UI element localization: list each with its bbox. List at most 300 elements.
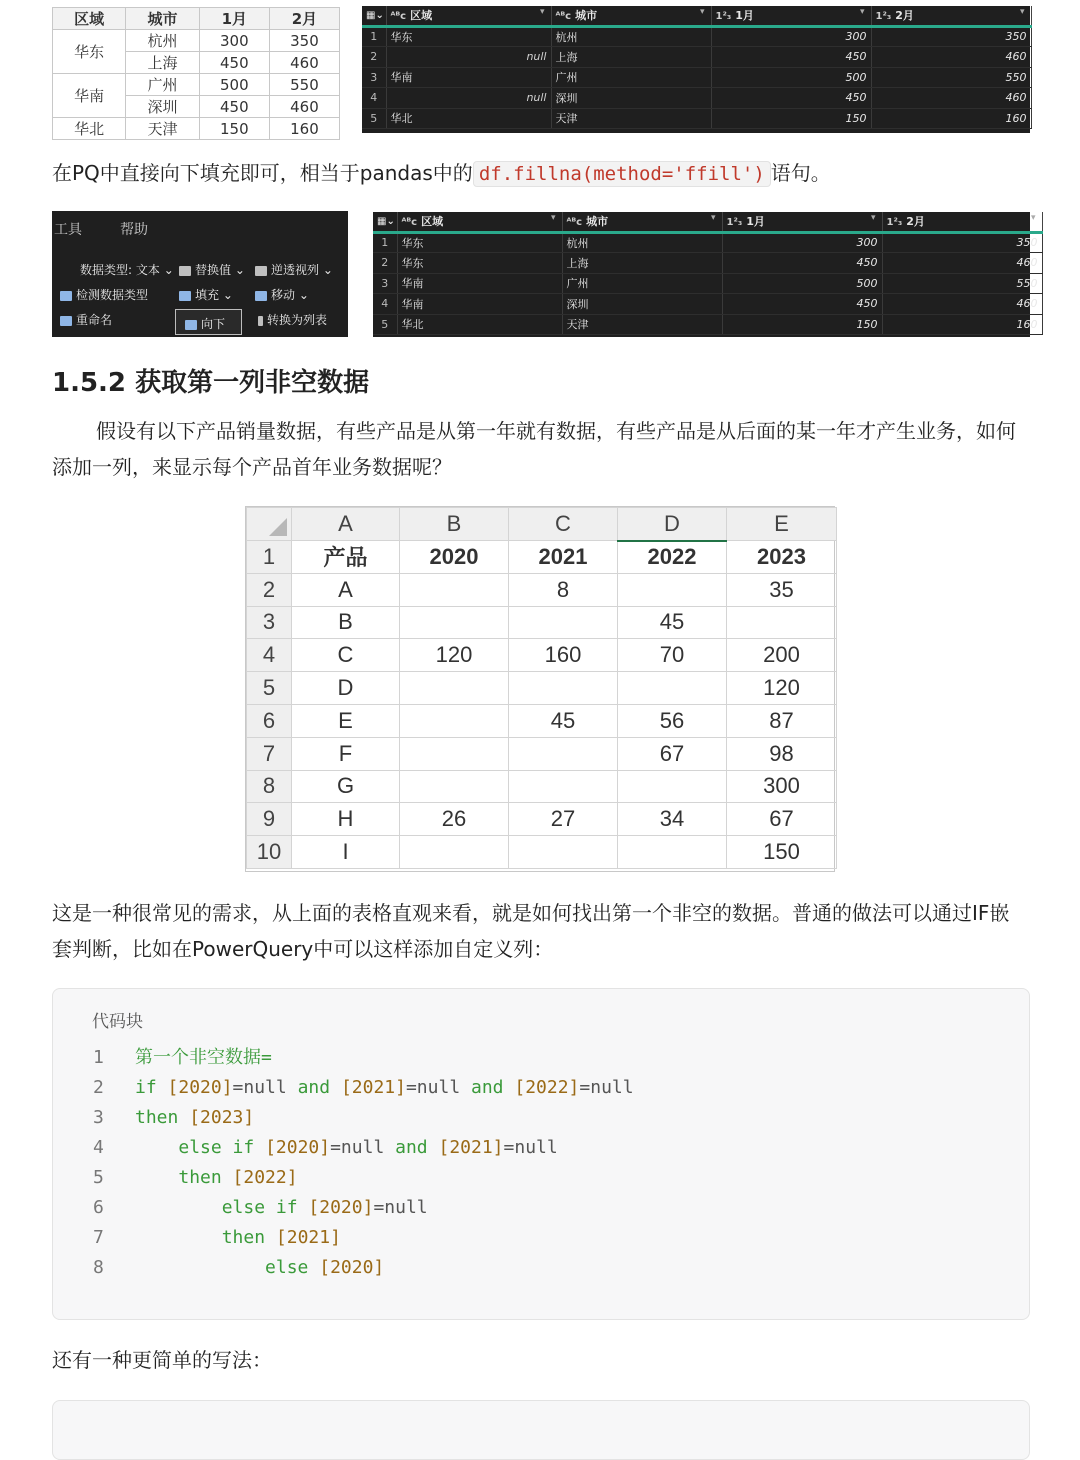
code-token: [2020] xyxy=(167,1077,233,1098)
code-token: then xyxy=(135,1107,190,1128)
table-cell[interactable]: 8 xyxy=(509,573,618,606)
line-number: 5 xyxy=(93,1167,104,1188)
table-cell[interactable]: H xyxy=(292,803,400,836)
ffill-code: df.fillna(method='ffill') xyxy=(473,161,771,187)
unpivot-button[interactable] xyxy=(255,261,333,278)
table-cell: 550 xyxy=(882,273,1042,294)
table-cell[interactable] xyxy=(509,770,618,803)
rename-label: 重命名 xyxy=(76,313,113,327)
rename-icon xyxy=(60,316,72,326)
column-header-content xyxy=(716,7,871,23)
table-cell: 广州 xyxy=(551,67,711,88)
table-cell[interactable]: 70 xyxy=(618,639,727,672)
table-cell[interactable]: B xyxy=(292,606,400,639)
type-icon: ᴬᴮc xyxy=(401,217,418,229)
header-row xyxy=(53,8,340,30)
table-cell[interactable]: 2021 xyxy=(509,541,618,574)
region-cell: 华东 xyxy=(53,30,126,74)
table-cell: 深圳 xyxy=(126,96,199,118)
table-cell: 华东 xyxy=(397,253,562,274)
table-cell: 500 xyxy=(199,74,269,96)
line-number: 1 xyxy=(93,1047,104,1068)
unpivot-icon xyxy=(255,266,267,276)
move-button[interactable] xyxy=(255,286,309,303)
code-token: [2020] xyxy=(265,1137,331,1158)
paragraph-simpler: 还有一种更简单的写法： xyxy=(52,1348,272,1372)
chevron-down-icon[interactable]: ▾ xyxy=(870,213,876,224)
row-number-header[interactable]: 7 xyxy=(247,737,292,770)
code-indent xyxy=(135,1137,178,1158)
column-header[interactable] xyxy=(397,212,562,232)
chevron-down-icon: ⌄ xyxy=(222,288,233,302)
code-line xyxy=(93,1043,272,1073)
datatype-label: 数据类型: 文本 xyxy=(80,263,160,277)
sales-table xyxy=(246,507,837,869)
column-name: 1月 xyxy=(735,9,754,23)
code-token: else if xyxy=(221,1197,309,1218)
table-row xyxy=(247,541,837,574)
table-cell: 350 xyxy=(882,232,1042,253)
table-row xyxy=(247,737,837,770)
table-cell[interactable]: 67 xyxy=(727,803,837,836)
chevron-down-icon[interactable]: ▾ xyxy=(699,7,705,18)
table-cell: 460 xyxy=(871,88,1031,109)
table-cell: 杭州 xyxy=(551,26,711,47)
row-index: 2 xyxy=(373,253,397,274)
tolist-label: 转换为列表 xyxy=(267,313,328,327)
row-index: 3 xyxy=(362,67,386,88)
move-label: 移动 xyxy=(271,288,296,302)
table-row xyxy=(247,803,837,836)
column-header: 城市 xyxy=(126,8,199,30)
code-token: else if xyxy=(178,1137,266,1158)
table-cell: 华南 xyxy=(397,273,562,294)
table-row xyxy=(362,47,1031,68)
table-cell[interactable]: 产品 xyxy=(292,541,400,574)
table-cell[interactable] xyxy=(727,606,837,639)
table-cell[interactable]: 120 xyxy=(727,672,837,705)
table-cell[interactable]: 87 xyxy=(727,704,837,737)
list-icon xyxy=(258,316,263,326)
table-row xyxy=(373,294,1042,315)
table-cell[interactable]: 26 xyxy=(400,803,509,836)
table-cell: 上海 xyxy=(562,253,722,274)
table-row xyxy=(373,273,1042,294)
column-letter-header[interactable]: A xyxy=(292,508,400,541)
type-icon: ᴬᴮc xyxy=(555,11,572,23)
table-cell[interactable]: 120 xyxy=(400,639,509,672)
table-cell[interactable] xyxy=(400,573,509,606)
code-token: =null xyxy=(405,1077,471,1098)
table-cell: 500 xyxy=(722,273,882,294)
code-token: and xyxy=(297,1077,341,1098)
table-cell: 450 xyxy=(722,294,882,315)
table-cell[interactable]: A xyxy=(292,573,400,606)
type-icon: ᴬᴮc xyxy=(390,11,407,23)
header-row xyxy=(373,212,1042,232)
chevron-down-icon[interactable]: ▾ xyxy=(550,213,556,224)
table-cell: 150 xyxy=(199,118,269,140)
code-block-title: 代码块 xyxy=(92,1012,143,1032)
table-cell: 300 xyxy=(199,30,269,52)
table-cell[interactable]: C xyxy=(292,639,400,672)
table-cell[interactable] xyxy=(400,737,509,770)
column-header: 2月 xyxy=(269,8,339,30)
table-cell: 广州 xyxy=(562,273,722,294)
table-cell: 天津 xyxy=(126,118,199,140)
source-excel-snippet xyxy=(52,7,340,138)
column-header-content xyxy=(402,213,562,229)
table-cell: 160 xyxy=(871,108,1031,129)
pq-grid xyxy=(373,212,1043,335)
code-line xyxy=(93,1193,428,1223)
column-header-label xyxy=(727,213,765,229)
table-row xyxy=(362,26,1031,47)
table-cell[interactable]: F xyxy=(292,737,400,770)
code-token: [2021] xyxy=(275,1227,341,1248)
table-menu-icon[interactable]: ▦⌄ xyxy=(373,212,397,232)
table-cell: null xyxy=(386,88,551,109)
table-cell[interactable]: 34 xyxy=(618,803,727,836)
table-cell[interactable]: 98 xyxy=(727,737,837,770)
table-row xyxy=(373,253,1042,274)
table-row xyxy=(373,232,1042,253)
table-cell[interactable]: 45 xyxy=(618,606,727,639)
code-indent xyxy=(135,1167,178,1188)
table-cell: 华南 xyxy=(397,294,562,315)
code-line xyxy=(93,1103,254,1133)
column-header-label xyxy=(391,7,433,23)
type-icon: ᴬᴮc xyxy=(566,217,583,229)
row-number-header[interactable]: 8 xyxy=(247,770,292,803)
code-token: =null xyxy=(330,1137,396,1158)
table-cell[interactable]: 2023 xyxy=(727,541,837,574)
table-cell: 华东 xyxy=(386,26,551,47)
table-cell: 天津 xyxy=(551,108,711,129)
row-index: 4 xyxy=(362,88,386,109)
table-cell[interactable]: 200 xyxy=(727,639,837,672)
code-token: [2021] xyxy=(340,1077,406,1098)
tab-tools[interactable]: 工具 xyxy=(54,222,82,238)
table-cell: 450 xyxy=(722,253,882,274)
code-token: [2022] xyxy=(514,1077,580,1098)
table-row xyxy=(247,704,837,737)
move-icon xyxy=(255,291,267,301)
table-cell[interactable]: E xyxy=(292,704,400,737)
table-cell: 160 xyxy=(269,118,339,140)
table-cell[interactable] xyxy=(618,573,727,606)
code-line xyxy=(93,1133,558,1163)
code-token: then xyxy=(221,1227,276,1248)
chevron-down-icon: ⌄ xyxy=(298,288,309,302)
column-header-content xyxy=(876,7,1031,23)
column-header: 1月 xyxy=(199,8,269,30)
table-cell[interactable]: G xyxy=(292,770,400,803)
line-number: 4 xyxy=(93,1137,104,1158)
code-line xyxy=(93,1163,298,1193)
paragraph-ffill xyxy=(52,155,1028,192)
row-index: 3 xyxy=(373,273,397,294)
code-token: 第一个非空数据= xyxy=(135,1047,272,1068)
table-cell: 460 xyxy=(269,52,339,74)
table-cell: 350 xyxy=(269,30,339,52)
column-header[interactable] xyxy=(386,6,551,26)
sales-excel-sheet xyxy=(245,506,835,872)
line-number: 3 xyxy=(93,1107,104,1128)
column-header-content xyxy=(556,7,711,23)
table-cell[interactable] xyxy=(400,836,509,869)
table-row xyxy=(53,30,340,52)
convert-to-list-button[interactable] xyxy=(258,311,327,328)
column-header[interactable] xyxy=(551,6,711,26)
chevron-down-icon[interactable]: ▾ xyxy=(539,7,545,18)
code-token: else xyxy=(265,1257,320,1278)
column-header-label xyxy=(556,7,598,23)
pq-table-before-fill xyxy=(362,6,1030,133)
table-cell: 450 xyxy=(199,52,269,74)
table-cell: null xyxy=(386,47,551,68)
region-cell: 华南 xyxy=(53,74,126,118)
row-number-header[interactable]: 4 xyxy=(247,639,292,672)
table-cell[interactable] xyxy=(509,737,618,770)
code-indent xyxy=(135,1257,265,1278)
column-letter-header[interactable]: D xyxy=(618,508,727,541)
column-letter-header[interactable]: C xyxy=(509,508,618,541)
region-cell: 华北 xyxy=(53,118,126,140)
header-row xyxy=(362,6,1031,26)
table-cell[interactable] xyxy=(618,836,727,869)
table-cell[interactable]: I xyxy=(292,836,400,869)
code-indent xyxy=(135,1197,222,1218)
column-header[interactable] xyxy=(871,6,1031,26)
column-header[interactable] xyxy=(711,6,871,26)
column-header-label xyxy=(402,213,444,229)
code-token: and xyxy=(471,1077,515,1098)
detect-datatype-button[interactable] xyxy=(60,286,148,303)
column-letter-header[interactable]: E xyxy=(727,508,837,541)
column-header-label xyxy=(567,213,609,229)
row-number-header[interactable]: 10 xyxy=(247,836,292,869)
source-table xyxy=(52,7,340,140)
table-cell[interactable] xyxy=(400,606,509,639)
column-header-content xyxy=(727,213,882,229)
table-cell: 华北 xyxy=(397,314,562,335)
datatype-dropdown[interactable] xyxy=(80,261,174,278)
code-token: [2020] xyxy=(308,1197,374,1218)
fill-label: 填充 xyxy=(195,288,220,302)
table-cell: 460 xyxy=(882,253,1042,274)
code-token: =null xyxy=(373,1197,428,1218)
para1-before: 在PQ中直接向下填充即可，相当于pandas中的 xyxy=(52,161,473,185)
fill-down-option[interactable] xyxy=(185,315,225,332)
code-token: =null xyxy=(232,1077,298,1098)
table-cell[interactable]: 150 xyxy=(727,836,837,869)
column-header-label xyxy=(716,7,754,23)
type-icon: 1²₃ xyxy=(886,217,903,229)
fill-button[interactable] xyxy=(179,286,233,303)
column-header-content xyxy=(887,213,1042,229)
column-name: 城市 xyxy=(586,215,609,229)
table-cell: 160 xyxy=(882,314,1042,335)
row-number-header[interactable]: 5 xyxy=(247,672,292,705)
line-number: 7 xyxy=(93,1227,104,1248)
table-cell[interactable]: 2020 xyxy=(400,541,509,574)
type-icon: 1²₃ xyxy=(875,11,892,23)
code-block xyxy=(52,988,1030,1320)
table-cell: 300 xyxy=(711,26,871,47)
column-letter-header[interactable]: B xyxy=(400,508,509,541)
section-heading: 1.5.2 获取第一列非空数据 xyxy=(52,368,370,398)
table-cell[interactable] xyxy=(400,704,509,737)
table-cell: 杭州 xyxy=(126,30,199,52)
arrow-down-icon xyxy=(185,320,197,330)
table-cell[interactable]: 35 xyxy=(727,573,837,606)
table-cell[interactable]: D xyxy=(292,672,400,705)
table-cell: 460 xyxy=(269,96,339,118)
column-letters-row xyxy=(247,508,837,541)
row-number-header[interactable]: 6 xyxy=(247,704,292,737)
replace-icon xyxy=(179,266,191,276)
column-header[interactable] xyxy=(562,212,722,232)
column-header-label xyxy=(887,213,925,229)
row-index: 5 xyxy=(362,108,386,129)
table-row xyxy=(362,67,1031,88)
pq-ribbon xyxy=(52,211,348,337)
code-token: [2023] xyxy=(189,1107,255,1128)
row-index: 1 xyxy=(373,232,397,253)
table-cell: 上海 xyxy=(551,47,711,68)
table-row xyxy=(247,639,837,672)
replace-label: 替换值 xyxy=(195,263,232,277)
table-cell[interactable]: 160 xyxy=(509,639,618,672)
code-token: =null xyxy=(503,1137,558,1158)
row-number-header[interactable]: 9 xyxy=(247,803,292,836)
table-cell[interactable]: 27 xyxy=(509,803,618,836)
row-number-header[interactable]: 1 xyxy=(247,541,292,574)
code-token: [2021] xyxy=(438,1137,504,1158)
table-cell: 深圳 xyxy=(551,88,711,109)
table-cell[interactable]: 67 xyxy=(618,737,727,770)
table-cell[interactable] xyxy=(400,770,509,803)
table-row xyxy=(247,672,837,705)
table-cell: 450 xyxy=(199,96,269,118)
table-cell[interactable] xyxy=(618,770,727,803)
table-cell: 上海 xyxy=(126,52,199,74)
table-cell: 天津 xyxy=(562,314,722,335)
table-cell[interactable] xyxy=(400,672,509,705)
type-icon: 1²₃ xyxy=(726,217,743,229)
code-token: and xyxy=(395,1137,439,1158)
row-index: 2 xyxy=(362,47,386,68)
rename-button[interactable] xyxy=(60,311,112,328)
table-cell: 150 xyxy=(711,108,871,129)
table-cell: 深圳 xyxy=(562,294,722,315)
down-label: 向下 xyxy=(201,317,226,331)
table-cell[interactable]: 300 xyxy=(727,770,837,803)
table-cell[interactable] xyxy=(509,606,618,639)
code-token: [2020] xyxy=(319,1257,385,1278)
table-row xyxy=(53,74,340,96)
table-cell: 广州 xyxy=(126,74,199,96)
pq-table-after-fill xyxy=(373,212,1038,337)
table-cell: 150 xyxy=(722,314,882,335)
table-cell[interactable]: 2022 xyxy=(618,541,727,574)
row-index: 4 xyxy=(373,294,397,315)
code-line xyxy=(93,1253,384,1283)
code-line xyxy=(93,1223,341,1253)
chevron-down-icon: ⌄ xyxy=(163,263,174,277)
table-cell: 华北 xyxy=(386,108,551,129)
chevron-down-icon[interactable]: ▾ xyxy=(1019,7,1025,18)
code-token: if xyxy=(135,1077,168,1098)
row-index: 5 xyxy=(373,314,397,335)
column-name: 2月 xyxy=(895,9,914,23)
column-header-content xyxy=(391,7,551,23)
code-token: then xyxy=(178,1167,233,1188)
detect-label: 检测数据类型 xyxy=(76,288,149,302)
select-all-corner[interactable] xyxy=(247,508,292,541)
column-name: 区域 xyxy=(421,215,444,229)
table-cell: 450 xyxy=(711,88,871,109)
row-number-header[interactable]: 3 xyxy=(247,606,292,639)
table-cell: 杭州 xyxy=(562,232,722,253)
table-cell[interactable]: 45 xyxy=(509,704,618,737)
column-name: 城市 xyxy=(575,9,598,23)
fill-down-icon xyxy=(179,291,191,301)
chevron-down-icon: ⌄ xyxy=(234,263,245,277)
column-name: 1月 xyxy=(746,215,765,229)
table-row xyxy=(53,118,340,140)
chevron-down-icon[interactable]: ▾ xyxy=(710,213,716,224)
chevron-down-icon: ⌄ xyxy=(322,263,333,277)
row-index: 1 xyxy=(362,26,386,47)
table-cell[interactable] xyxy=(509,836,618,869)
table-menu-icon[interactable]: ▦⌄ xyxy=(362,6,386,26)
line-number: 6 xyxy=(93,1197,104,1218)
table-cell: 350 xyxy=(871,26,1031,47)
table-cell: 300 xyxy=(722,232,882,253)
table-row xyxy=(373,314,1042,335)
pq-grid xyxy=(362,6,1032,129)
paragraph-question: 假设有以下产品销量数据，有些产品是从第一年就有数据，有些产品是从后面的某一年才产生业务，如何添加一列，来显示每个产品首年业务数据呢？ xyxy=(52,419,1016,479)
table-cell[interactable] xyxy=(509,672,618,705)
column-header[interactable] xyxy=(722,212,882,232)
chevron-down-icon[interactable]: ▾ xyxy=(859,7,865,18)
tab-help[interactable]: 帮助 xyxy=(120,222,148,238)
table-cell: 450 xyxy=(711,47,871,68)
paragraph-explanation: 这是一种很常见的需求，从上面的表格直观来看，就是如何找出第一个非空的数据。普通的做法可以通过IF嵌套判断，比如在PowerQuery中可以这样添加自定义列： xyxy=(52,901,1010,961)
row-number-header[interactable]: 2 xyxy=(247,573,292,606)
line-number: 2 xyxy=(93,1077,104,1098)
table-row xyxy=(362,88,1031,109)
replace-values-button[interactable] xyxy=(179,261,245,278)
table-cell[interactable]: 56 xyxy=(618,704,727,737)
table-cell: 华东 xyxy=(397,232,562,253)
column-header[interactable] xyxy=(882,212,1042,232)
table-cell[interactable] xyxy=(618,672,727,705)
column-header: 区域 xyxy=(53,8,126,30)
column-header-label xyxy=(876,7,914,23)
table-cell: 460 xyxy=(882,294,1042,315)
chevron-down-icon[interactable]: ▾ xyxy=(1030,213,1036,224)
table-cell: 550 xyxy=(871,67,1031,88)
column-header-content xyxy=(567,213,722,229)
table-row xyxy=(247,573,837,606)
code-block-2 xyxy=(52,1400,1030,1460)
column-name: 区域 xyxy=(410,9,433,23)
code-token: =null xyxy=(579,1077,634,1098)
select-all-triangle-icon xyxy=(269,518,287,536)
